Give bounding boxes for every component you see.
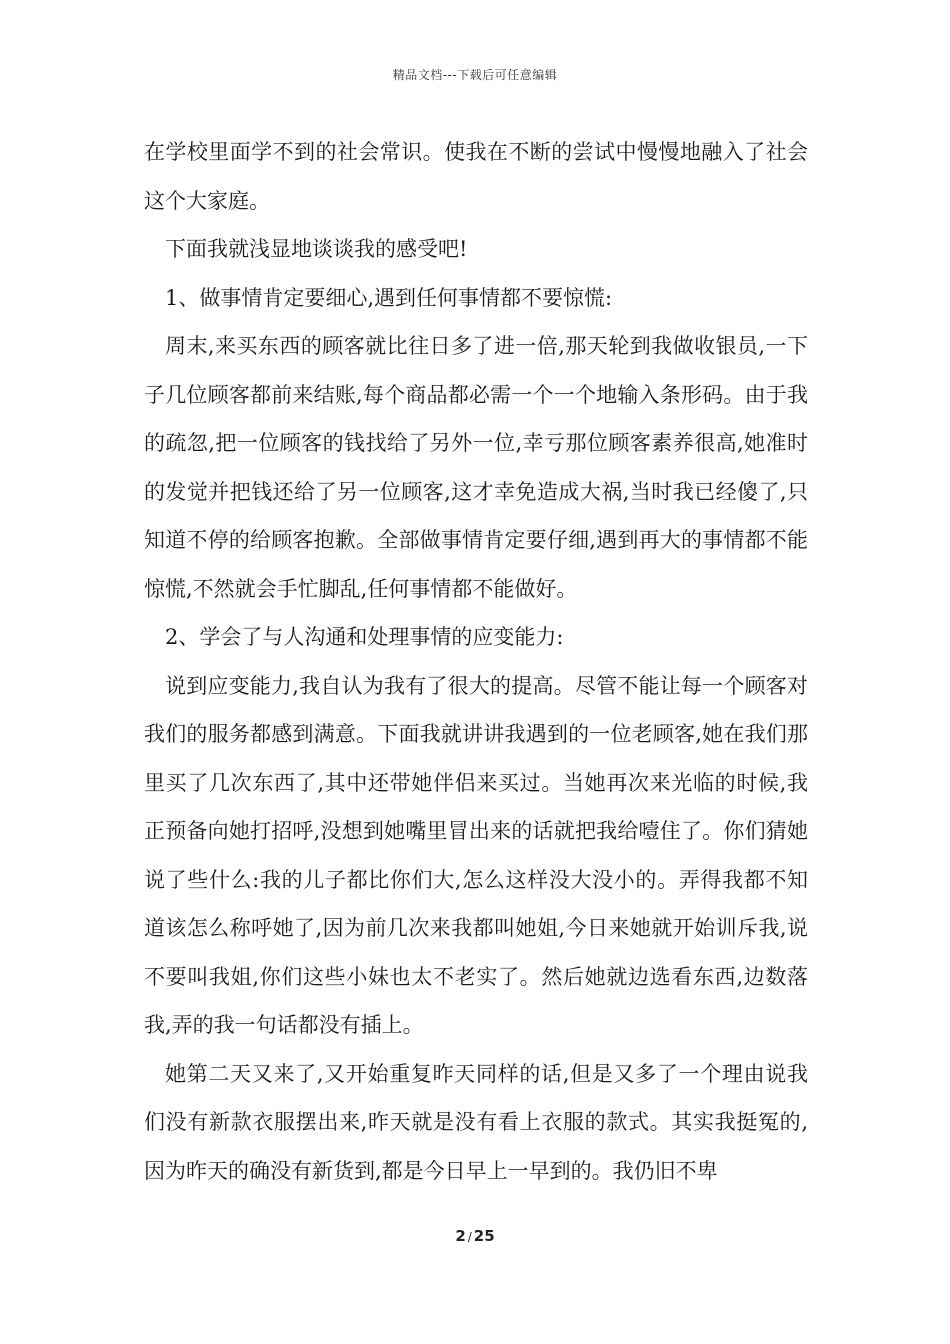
list-item-heading-2: 2、学会了与人沟通和处理事情的应变能力:: [165, 625, 564, 649]
total-pages: 25: [473, 1227, 495, 1245]
paragraph-weekend-cashier: 周末,来买东西的顾客就比往日多了进一倍,那天轮到我做收银员,一下子几位顾客都前来结账,每个商品都必需一个一个地输入条形码。由于我的疏忽,把一位顾客的钱找给了另外一位,幸亏那位顾客素养很高,她准时的发觉并把钱还给了另一位顾客,这才幸免造成大祸,当时我已经傻了,只知道不停的给顾客抱歉。全部做事情肯定要仔细,遇到再大的事情都不能惊慌,不然就会手忙脚乱,任何事情都不能做好。: [144, 334, 808, 601]
list-item-heading-1: 1、做事情肯定要细心,遇到任何事情都不要惊慌:: [165, 285, 613, 310]
page-number: [0, 1227, 950, 1245]
paragraph-intro: 下面我就浅显地谈谈我的感受吧!: [165, 237, 468, 261]
paragraph-second-day: 她第二天又来了,又开始重复昨天同样的话,但是又多了一个理由说我们没有新款衣服摆出来,昨天就是没有看上衣服的款式。其实我挺冤的,因为昨天的确没有新货到,都是今日早上一早到的。我仍旧不卑: [144, 1061, 808, 1183]
paragraph-adaptability: 说到应变能力,我自认为我有了很大的提高。尽管不能让每一个顾客对我们的服务都感到满意。下面我就讲讲我遇到的一位老顾客,她在我们那里买了几次东西了,其中还带她伴侣来买过。当她再次来光临的时候,我正预备向她打招呼,没想到她嘴里冒出来的话就把我给噎住了。你们猜她说了些什么:我的儿子都比你们大,怎么这样没大没小的。弄得我都不知道该怎么称呼她了,因为前几次来我都叫她姐,今日来她就开始训斥我,说不要叫我姐,你们这些小妹也太不老实了。然后她就边选看东西,边数落我,弄的我一句话都没有插上。: [144, 673, 808, 1037]
page-header: 精品文档---下载后可任意编辑: [392, 68, 558, 82]
document-body: [144, 128, 808, 1195]
page-separator: /: [467, 1230, 472, 1244]
current-page: 2: [455, 1227, 466, 1245]
paragraph-continuation: 在学校里面学不到的社会常识。使我在不断的尝试中慢慢地融入了社会这个大家庭。: [144, 140, 808, 213]
